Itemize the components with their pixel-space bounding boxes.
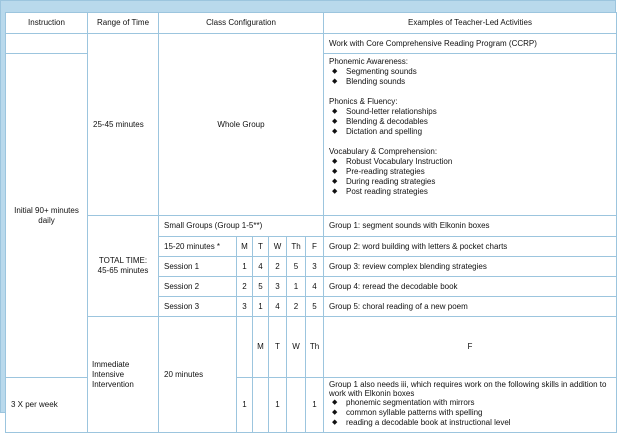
day-f: F: [306, 237, 324, 257]
frequency-mark: [287, 378, 306, 433]
frequency: 3 X per week: [6, 378, 88, 433]
empty-cell: [237, 317, 253, 378]
list-item: ◆ common syllable patterns with spelling: [332, 408, 483, 417]
phonics-title: Phonics & Fluency:: [329, 97, 398, 106]
group-activity: Group 3: review complex blending strategies: [324, 257, 617, 277]
frequency-mark: [253, 378, 269, 433]
core-config: Whole Group: [159, 34, 324, 216]
header-range-of-time: Range of Time: [88, 13, 159, 34]
session-value: 5: [287, 257, 306, 277]
list-item: ◆ phonemic segmentation with mirrors: [332, 398, 475, 407]
vocab-title: Vocabulary & Comprehension:: [329, 147, 438, 156]
group-activity: Group 5: choral reading of a new poem: [324, 297, 617, 317]
session-value: 3: [237, 297, 253, 317]
list-item: ◆ Dictation and spelling: [332, 127, 423, 136]
list-item: ◆ Pre-reading strategies: [332, 167, 425, 176]
list-item: ◆ Robust Vocabulary Instruction: [332, 157, 453, 166]
session-value: 1: [287, 277, 306, 297]
day-w: W: [287, 317, 306, 378]
day-m: M: [253, 317, 269, 378]
intervention-note: Group 1 also needs iii, which requires work on the following skills in addition to work with Elkonin boxes: [329, 380, 607, 398]
intervention-instruction: Immediate Intensive Intervention: [88, 317, 159, 433]
day-th: Th: [287, 237, 306, 257]
header-class-configuration: Class Configuration: [159, 13, 324, 34]
list-item: ◆ Blending sounds: [332, 77, 406, 86]
list-item: ◆ Blending & decodables: [332, 117, 428, 126]
day-th: Th: [306, 317, 324, 378]
empty-cell: [6, 34, 88, 54]
ccrp-row: [6, 34, 617, 54]
frequency-mark: 1: [237, 378, 253, 433]
intervention-time: 20 minutes: [159, 317, 237, 433]
day-f: F: [324, 317, 617, 378]
instruction-table: [5, 12, 617, 433]
ccrp-activity: Work with Core Comprehensive Reading Program (CCRP): [324, 34, 617, 54]
intervention-days-row: [6, 317, 617, 378]
session-value: 5: [306, 297, 324, 317]
session-value: 4: [306, 277, 324, 297]
frequency-mark: 1: [306, 378, 324, 433]
group-activity: Group 1: segment sounds with Elkonin boxes: [324, 216, 617, 237]
header-examples: Examples of Teacher-Led Activities: [324, 13, 617, 34]
core-time: 25-45 minutes: [88, 34, 159, 216]
day-t: T: [253, 237, 269, 257]
session-value: 5: [253, 277, 269, 297]
list-item: ◆ Sound-letter relationships: [332, 107, 437, 116]
minutes-label: 15-20 minutes *: [159, 237, 237, 257]
session-value: 4: [269, 297, 287, 317]
total-time: TOTAL TIME: 45-65 minutes: [88, 216, 159, 317]
whole-group-activities: [324, 54, 617, 216]
phonemic-title: Phonemic Awareness:: [329, 57, 409, 66]
list-item: ◆ reading a decodable book at instructional level: [332, 418, 511, 427]
session-value: 1: [237, 257, 253, 277]
session-value: 1: [253, 297, 269, 317]
list-item: ◆ Post reading strategies: [332, 187, 428, 196]
session-value: 3: [269, 277, 287, 297]
core-instruction: Initial 90+ minutes daily: [6, 54, 88, 378]
group-activity: Group 2: word building with letters & pocket charts: [324, 237, 617, 257]
header-instruction: Instruction: [6, 13, 88, 34]
intervention-activities: [324, 378, 617, 433]
small-groups-row: [6, 216, 617, 237]
session-value: 4: [253, 257, 269, 277]
day-w: W: [269, 237, 287, 257]
list-item: ◆ During reading strategies: [332, 177, 436, 186]
session-name: Session 3: [159, 297, 237, 317]
session-name: Session 2: [159, 277, 237, 297]
header-row: [6, 13, 617, 34]
day-t: T: [269, 317, 287, 378]
session-value: 2: [237, 277, 253, 297]
small-groups-header: Small Groups (Group 1-5**): [159, 216, 324, 237]
session-value: 3: [306, 257, 324, 277]
list-item: ◆ Segmenting sounds: [332, 67, 417, 76]
session-name: Session 1: [159, 257, 237, 277]
frequency-mark: 1: [269, 378, 287, 433]
session-value: 2: [287, 297, 306, 317]
group-activity: Group 4: reread the decodable book: [324, 277, 617, 297]
day-m: M: [237, 237, 253, 257]
session-value: 2: [269, 257, 287, 277]
